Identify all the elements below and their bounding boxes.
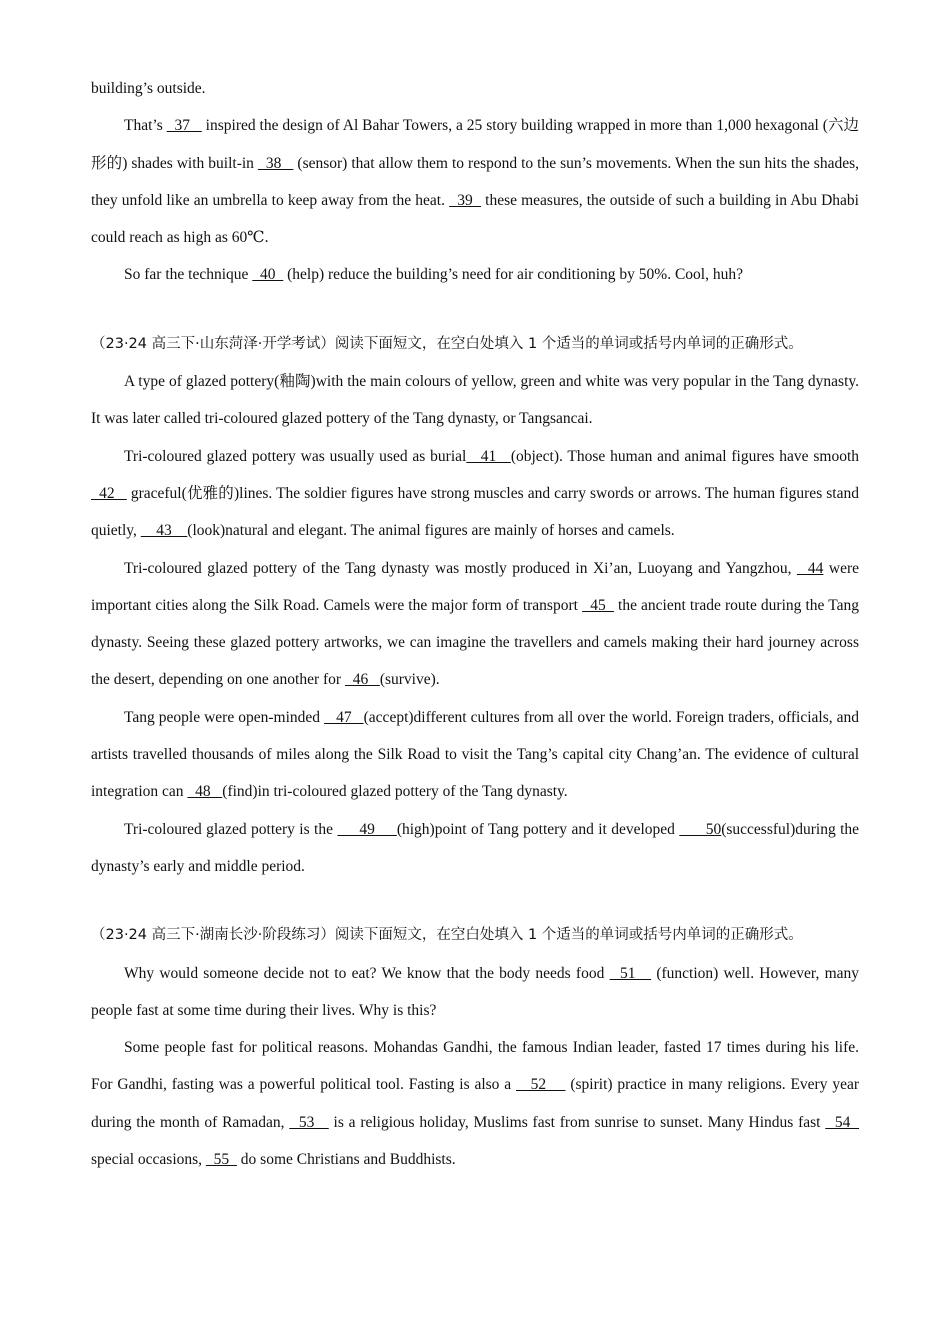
paragraph-3: So far the technique 40 (help) reduce the building’s need for air conditioning by 50%. Cool, huh? [124, 266, 743, 284]
blank-39[interactable]: 39 [449, 191, 482, 209]
paragraph-7: Tang people were open-minded 47 (accept)different cultures from all over the world. Foreign traders, officials, and artists travelled thousands of miles along the Silk Road to visit the Tang’s capital city Chang’an. The evidence of cultural integration can 48 (find)in tri-coloured glazed pottery of the Tang dynasty. [91, 708, 859, 801]
blank-43[interactable]: 43 [140, 522, 188, 540]
paragraph-5: Tri-coloured glazed pottery was usually used as burial 41 (object). Those human and animal figures have smooth 42 graceful(优雅的)lines. The soldier figures have strong muscles and carry swords or arrows. The human figures stand quietly, 43 (look)natural and elegant. The animal figures are mainly of horses and camels. [91, 447, 859, 540]
paragraph-10: Some people fast for political reasons. Mohandas Gandhi, the famous Indian leader, fasted 17 times during his life. For Gandhi, fasting was a powerful political tool. Fasting is also a 52 (spirit) practice in many religions. Every year during the month of Ramadan, 53 is a religious holiday, Muslims fast from sunrise to sunset. Many Hindus fast 54 special occasions, 55 do some Christians and Buddhists. [91, 1039, 860, 1169]
paragraph-1: building’s outside. [91, 80, 206, 97]
section-heading-3: （23·24 高三下·湖南长沙·阶段练习）阅读下面短文，在空白处填入 1 个适当的单词或括号内单词的正确形式。 [91, 927, 803, 944]
section-gap [91, 294, 859, 326]
section-gap [91, 885, 859, 917]
blank-41[interactable]: 41 [466, 447, 511, 465]
blank-48[interactable]: 48 [187, 783, 223, 801]
paragraph-2: That’s 37 inspired the design of Al Bahar Towers, a 25 story building wrapped in more than 1,000 hexagonal (六边形的) shades with built-in 38 (sensor) that allow them to respond to the sun’s movements. When the sun hits the shades, they unfold like an umbrella to keep away from the heat. 39 these measures, the outside of such a building in Abu Dhabi could reach as high as 60℃. [91, 117, 860, 247]
blank-54[interactable]: 54 [825, 1113, 860, 1131]
blank-47[interactable]: 47 [324, 708, 364, 726]
paragraph-4: A type of glazed pottery(釉陶)with the main colours of yellow, green and white was very popular in the Tang dynasty. It was later called tri-coloured glazed pottery of the Tang dynasty, or Tangsancai. [91, 373, 859, 428]
blank-53[interactable]: 53 [289, 1113, 329, 1131]
blank-46[interactable]: 46 [344, 671, 380, 689]
blank-52[interactable]: 52 [516, 1076, 566, 1094]
blank-40[interactable]: 40 [252, 266, 284, 284]
blank-42[interactable]: 42 [91, 484, 127, 502]
blank-37[interactable]: 37 [166, 117, 202, 135]
blank-45[interactable]: 45 [582, 596, 614, 614]
blank-55[interactable]: 55 [205, 1151, 237, 1169]
section-heading-2: （23·24 高三下·山东菏泽·开学考试）阅读下面短文，在空白处填入 1 个适当的单词或括号内单词的正确形式。 [91, 335, 803, 352]
blank-50[interactable]: 50 [679, 820, 722, 838]
blank-49[interactable]: 49 [337, 820, 397, 838]
document-page [91, 70, 859, 1178]
paragraph-8: Tri-coloured glazed pottery is the 49 (high)point of Tang pottery and it developed 50(successful)during the dynasty’s early and middle period. [91, 820, 860, 875]
paragraph-6: Tri-coloured glazed pottery of the Tang dynasty was mostly produced in Xi’an, Luoyang and Yangzhou, 44 were important cities along the Silk Road. Camels were the major form of transport 45 the ancient trade route during the Tang dynasty. Seeing these glazed pottery artworks, we can imagine the travellers and camels making their hard journey across the desert, depending on one another for 46 (survive). [91, 559, 860, 689]
blank-44[interactable]: 44 [796, 559, 824, 577]
blank-38[interactable]: 38 [257, 154, 294, 172]
paragraph-9: Why would someone decide not to eat? We know that the body needs food 51 (function) well. However, many people fast at some time during their lives. Why is this? [91, 964, 859, 1019]
blank-51[interactable]: 51 [609, 964, 652, 982]
